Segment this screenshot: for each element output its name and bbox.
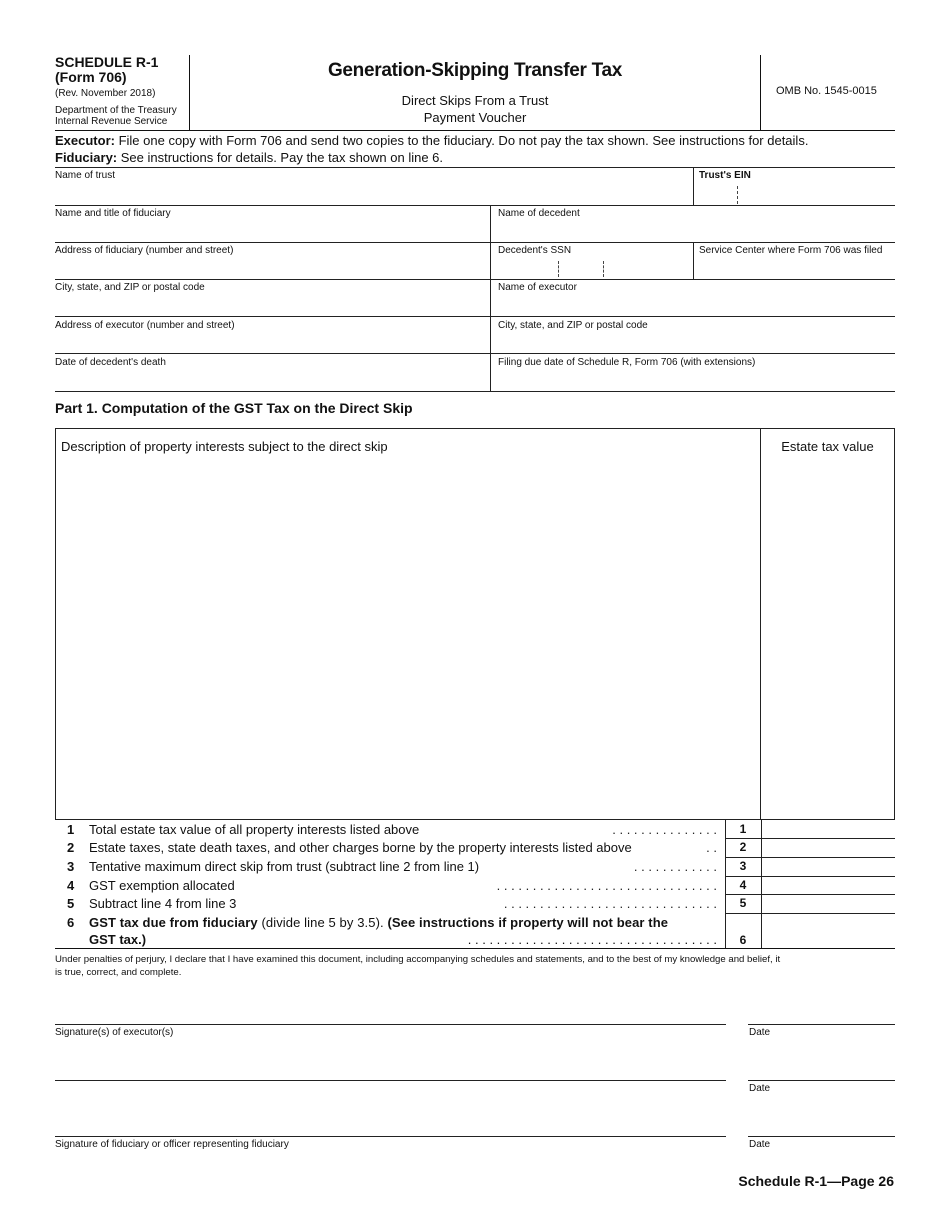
line-6-bold3: GST tax.)	[89, 932, 147, 947]
line-3-amount[interactable]	[762, 857, 894, 876]
line-6-text-row2	[89, 931, 146, 949]
line-3-box: 3	[739, 859, 747, 873]
line-2-text: Estate taxes, state death taxes, and other charges borne by the property interests listed above	[89, 840, 632, 855]
line-3-number: 3	[67, 859, 75, 874]
line-4	[55, 876, 725, 895]
decedent-name-input[interactable]	[496, 222, 892, 241]
fiduciary-city-label: City, state, and ZIP or postal code	[55, 282, 205, 293]
agency: Internal Revenue Service	[55, 116, 168, 127]
name-of-trust-input[interactable]	[55, 184, 690, 204]
line-4-dots: . . . . . . . . . . . . . . . . . . . . . . . . . . . . . . .	[496, 878, 717, 893]
executor-date-input-1[interactable]	[748, 1002, 894, 1024]
executor-signature-line-2	[55, 1080, 726, 1081]
line-6-amount[interactable]	[762, 914, 894, 947]
executor-address-label: Address of executor (number and street)	[55, 320, 235, 331]
fiduciary-signature-label: Signature of fiduciary or officer representing fiduciary	[55, 1139, 289, 1150]
property-table-divider	[760, 428, 761, 820]
header-divider-right	[760, 55, 761, 131]
header-center	[190, 58, 760, 126]
fiduciary-date-line	[748, 1136, 895, 1137]
row2-rule	[55, 242, 895, 243]
form-title: Generation-Skipping Transfer Tax	[327, 60, 623, 81]
row2-divider	[490, 205, 491, 391]
service-center-input[interactable]	[697, 259, 893, 278]
fiduciary-bold: Fiduciary:	[55, 150, 118, 165]
filing-due-date-label: Filing due date of Schedule R, Form 706 (with extensions)	[498, 357, 756, 368]
executor-date-label-1: Date	[749, 1027, 771, 1038]
page-footer: Schedule R-1—Page 26	[738, 1173, 894, 1189]
fiduciary-date-input[interactable]	[748, 1114, 894, 1136]
department: Department of the Treasury	[55, 105, 177, 116]
line-1	[55, 820, 725, 839]
executor-date-line-2	[748, 1080, 895, 1081]
row3-rule	[55, 279, 895, 280]
line-5-number: 5	[67, 896, 75, 911]
executor-instruction	[55, 132, 808, 149]
line-5-amount[interactable]	[762, 894, 894, 913]
line-2	[55, 838, 725, 857]
line-4-text: GST exemption allocated	[89, 878, 235, 893]
executor-bold: Executor:	[55, 133, 115, 148]
line-5	[55, 894, 725, 913]
schedule-title: SCHEDULE R-1	[55, 54, 159, 70]
computation-bottom-rule	[55, 948, 895, 949]
executor-signature-input[interactable]	[55, 1002, 725, 1024]
fiduciary-name-label: Name and title of fiduciary	[55, 208, 171, 219]
form-id-block	[55, 55, 190, 127]
line-3-dots: . . . . . . . . . . . .	[633, 859, 717, 874]
line-6-dots: . . . . . . . . . . . . . . . . . . . . . . . . . . . . . . . . . . .	[467, 932, 717, 947]
property-description-input[interactable]	[60, 460, 756, 814]
executor-name-label: Name of executor	[498, 282, 577, 293]
line-1-box: 1	[739, 822, 747, 836]
line-1-text: Total estate tax value of all property interests listed above	[89, 822, 420, 837]
executor-date-label-2: Date	[749, 1083, 771, 1094]
line-1-amount[interactable]	[762, 820, 894, 839]
name-of-trust-label: Name of trust	[55, 170, 116, 181]
instruction-bottom-rule	[55, 167, 895, 168]
line-4-box: 4	[739, 878, 747, 892]
line-4-number: 4	[67, 878, 75, 893]
omb-number: OMB No. 1545-0015	[776, 85, 877, 97]
line-6	[55, 914, 725, 948]
fiduciary-address-input[interactable]	[55, 259, 487, 278]
row6-rule	[55, 391, 895, 392]
fiduciary-text: See instructions for details. Pay the tax shown on line 6.	[117, 150, 444, 165]
line-6-text-row1	[89, 914, 668, 932]
executor-text: File one copy with Form 706 and send two copies to the fiduciary. Do not pay the tax shown. See instructions for details.	[114, 133, 809, 148]
form-subtitle-2: Payment Voucher	[423, 110, 527, 125]
executor-signature-line	[55, 1024, 726, 1025]
death-date-input[interactable]	[55, 371, 487, 390]
row4-rule	[55, 316, 895, 317]
property-value-input[interactable]	[764, 460, 891, 814]
fiduciary-address-label: Address of fiduciary (number and street)	[55, 245, 234, 256]
filing-due-date-input[interactable]	[496, 371, 892, 390]
perjury-line-1: Under penalties of perjury, I declare that I have examined this document, including accompanying schedules and statements, and to the best of my knowledge and belief, it	[55, 954, 781, 965]
decedent-ssn-input[interactable]	[496, 259, 690, 278]
part1-title: Part 1. Computation of the GST Tax on the Direct Skip	[55, 400, 413, 416]
service-center-label: Service Center where Form 706 was filed	[699, 245, 883, 256]
line-1-dots: . . . . . . . . . . . . . . .	[612, 822, 717, 837]
revision-date: (Rev. November 2018)	[55, 88, 156, 99]
trusts-ein-label: Trust's EIN	[699, 170, 751, 181]
line-6-box: 6	[739, 933, 747, 947]
ein-divider	[693, 167, 694, 205]
header-bottom-rule	[55, 130, 895, 131]
executor-signature-input-2[interactable]	[55, 1058, 725, 1080]
line-6-bold2: (See instructions if property will not bear the	[387, 915, 669, 930]
line-2-dots: . .	[706, 840, 717, 855]
line-3	[55, 857, 725, 876]
row5-rule	[55, 353, 895, 354]
fiduciary-signature-line	[55, 1136, 726, 1137]
ssn-divider	[693, 242, 694, 279]
line-4-amount[interactable]	[762, 876, 894, 895]
executor-address-input[interactable]	[55, 334, 487, 353]
line-6-normal: (divide line 5 by 3.5).	[257, 915, 388, 930]
executor-signature-label: Signature(s) of executor(s)	[55, 1027, 174, 1038]
fiduciary-signature-input[interactable]	[55, 1114, 725, 1136]
executor-city-label: City, state, and ZIP or postal code	[498, 320, 648, 331]
trusts-ein-input[interactable]	[697, 184, 893, 204]
decedent-ssn-label: Decedent's SSN	[498, 245, 572, 256]
form-number: (Form 706)	[55, 69, 127, 85]
line-5-box: 5	[739, 896, 747, 910]
decedent-name-label: Name of decedent	[498, 208, 580, 219]
line-1-number: 1	[67, 822, 75, 837]
form-subtitle-1: Direct Skips From a Trust	[401, 93, 549, 108]
fiduciary-instruction	[55, 149, 443, 166]
death-date-label: Date of decedent's death	[55, 357, 166, 368]
line-3-text: Tentative maximum direct skip from trust (subtract line 2 from line 1)	[89, 859, 480, 874]
line-2-number: 2	[67, 840, 75, 855]
fiduciary-city-input[interactable]	[55, 296, 487, 315]
line-5-text: Subtract line 4 from line 3	[89, 896, 237, 911]
perjury-line-2: is true, correct, and complete.	[55, 967, 182, 978]
description-column-header: Description of property interests subject to the direct skip	[61, 439, 388, 454]
executor-date-line-1	[748, 1024, 895, 1025]
fiduciary-name-input[interactable]	[55, 222, 487, 241]
executor-city-input[interactable]	[496, 334, 892, 353]
fiduciary-date-label: Date	[749, 1139, 771, 1150]
row1-rule	[55, 205, 895, 206]
executor-date-input-2[interactable]	[748, 1058, 894, 1080]
line-5-dots: . . . . . . . . . . . . . . . . . . . . . . . . . . . . . .	[503, 896, 717, 911]
line-2-box: 2	[739, 840, 747, 854]
line-2-amount[interactable]	[762, 838, 894, 857]
line-6-bold1: GST tax due from fiduciary	[89, 915, 258, 930]
executor-name-input[interactable]	[496, 296, 892, 315]
estate-value-column-header: Estate tax value	[781, 439, 874, 454]
line-6-number: 6	[67, 915, 75, 930]
